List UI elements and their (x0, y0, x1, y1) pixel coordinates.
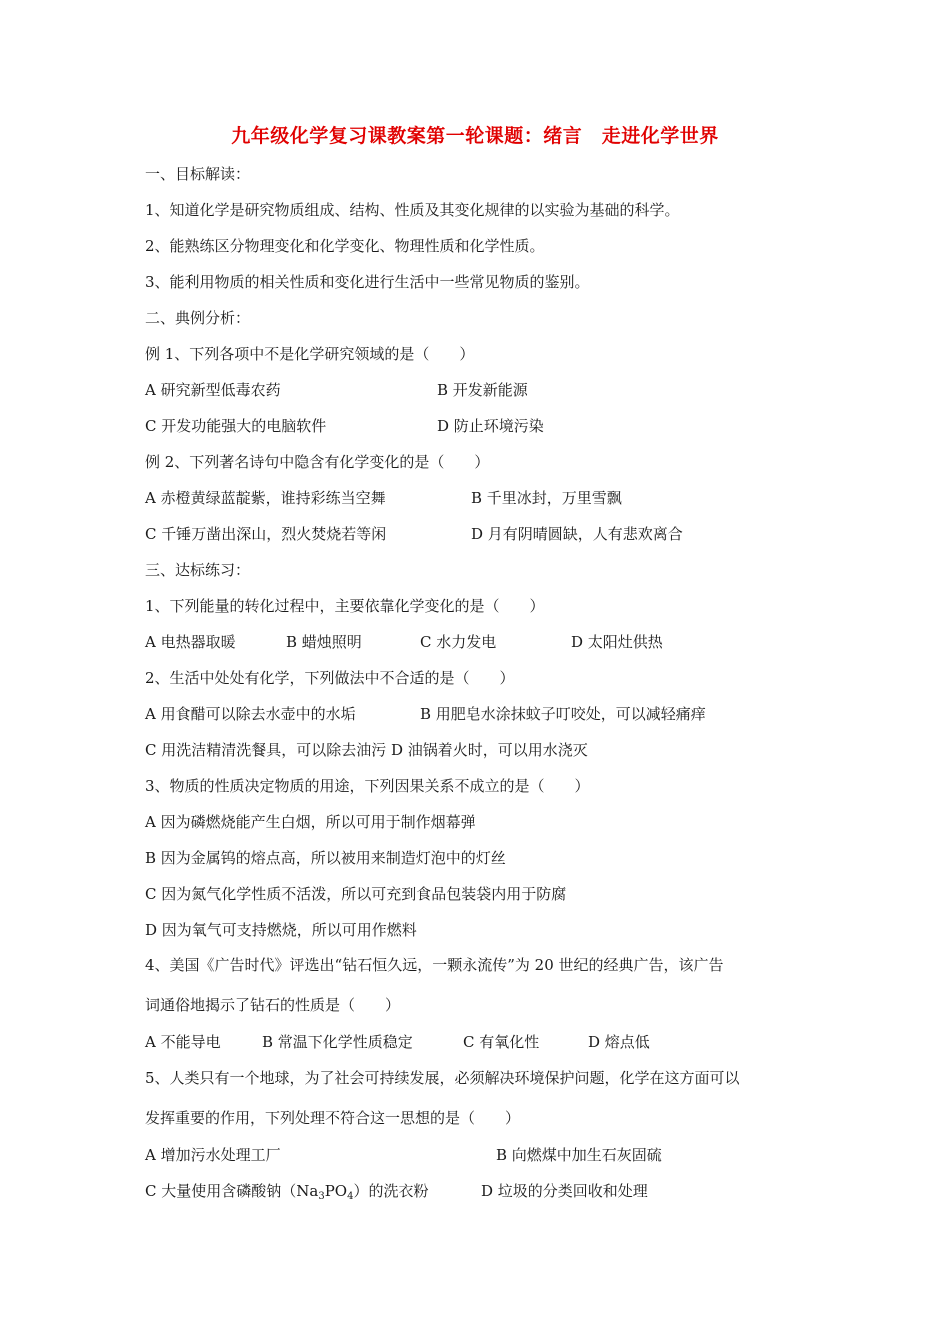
practice-5-option-c (145, 1181, 428, 1201)
practice-1-option-a: A 电热器取暖 (145, 633, 236, 651)
practice-3-option-c: C 因为氮气化学性质不活泼，所以可充到食品包装袋内用于防腐 (145, 885, 567, 903)
document-title: 九年级化学复习课教案第一轮课题：绪言 走进化学世界 (231, 125, 719, 147)
practice-4-question-line-2: 词通俗地揭示了钻石的性质是（ ） (145, 996, 401, 1014)
practice-3-question: 3、物质的性质决定物质的用途，下列因果关系不成立的是（ ） (145, 777, 590, 795)
example-2-option-c: C 千锤万凿出深山，烈火焚烧若等闲 (145, 525, 387, 543)
subscript-3: 3 (318, 1191, 325, 1202)
practice-4-question-line-1: 4、美国《广告时代》评选出“钻石恒久远，一颗永流传”为 20 世纪的经典广告，该广告 (145, 956, 724, 974)
practice-2-option-a: A 用食醋可以除去水壶中的水垢 (145, 705, 356, 723)
practice-5-option-a: A 增加污水处理工厂 (145, 1146, 281, 1164)
practice-2-option-b: B 用肥皂水涂抹蚊子叮咬处，可以减轻痛痒 (420, 705, 706, 723)
practice-5-question-line-2: 发挥重要的作用，下列处理不符合这一思想的是（ ） (145, 1109, 521, 1127)
practice-1-option-b: B 蜡烛照明 (286, 633, 362, 651)
practice-2-option-cd: C 用洗洁精清洗餐具，可以除去油污 D 油锅着火时，可以用水浇灭 (145, 741, 588, 759)
example-2-question: 例 2、下列著名诗句中隐含有化学变化的是（ ） (145, 453, 490, 471)
practice-5-option-d: D 垃圾的分类回收和处理 (481, 1182, 648, 1200)
practice-4-option-a: A 不能导电 (145, 1033, 221, 1051)
option-c-prefix: C 大量使用含磷酸钠（Na (145, 1182, 319, 1200)
practice-4-option-c: C 有氧化性 (463, 1033, 540, 1051)
practice-3-option-b: B 因为金属钨的熔点高，所以被用来制造灯泡中的灯丝 (145, 849, 506, 867)
option-c-suffix: ）的洗衣粉 (353, 1182, 429, 1200)
objective-item-3: 3、能利用物质的相关性质和变化进行生活中一些常见物质的鉴别。 (145, 273, 590, 291)
example-1-option-d: D 防止环境污染 (437, 417, 544, 435)
practice-2-question: 2、生活中处处有化学，下列做法中不合适的是（ ） (145, 669, 515, 687)
practice-3-option-d: D 因为氧气可支持燃烧，所以可用作燃料 (145, 921, 417, 939)
practice-5-option-b: B 向燃煤中加生石灰固硫 (496, 1146, 662, 1164)
section-heading-objectives: 一、目标解读： (145, 165, 251, 183)
practice-4-option-b: B 常温下化学性质稳定 (262, 1033, 413, 1051)
objective-item-2: 2、能熟练区分物理变化和化学变化、物理性质和化学性质。 (145, 237, 545, 255)
example-2-option-a: A 赤橙黄绿蓝靛紫，谁持彩练当空舞 (145, 489, 386, 507)
example-2-option-b: B 千里冰封，万里雪飘 (471, 489, 622, 507)
practice-1-question: 1、下列能量的转化过程中，主要依靠化学变化的是（ ） (145, 597, 545, 615)
objective-item-1: 1、知道化学是研究物质组成、结构、性质及其变化规律的以实验为基础的科学。 (145, 201, 680, 219)
practice-1-option-c: C 水力发电 (420, 633, 497, 651)
practice-5-question-line-1: 5、人类只有一个地球，为了社会可持续发展，必须解决环境保护问题，化学在这方面可以 (145, 1069, 740, 1087)
option-c-mid: PO (324, 1182, 348, 1200)
example-1-option-b: B 开发新能源 (437, 381, 528, 399)
practice-3-option-a: A 因为磷燃烧能产生白烟，所以可用于制作烟幕弹 (145, 813, 476, 831)
example-1-option-a: A 研究新型低毒农药 (145, 381, 281, 399)
section-heading-practice: 三、达标练习： (145, 561, 251, 579)
example-1-question: 例 1、下列各项中不是化学研究领域的是（ ） (145, 345, 475, 363)
practice-1-option-d: D 太阳灶供热 (571, 633, 663, 651)
practice-4-option-d: D 熔点低 (588, 1033, 650, 1051)
example-2-option-d: D 月有阴晴圆缺，人有悲欢离合 (471, 525, 683, 543)
example-1-option-c: C 开发功能强大的电脑软件 (145, 417, 327, 435)
section-heading-examples: 二、典例分析： (145, 309, 251, 327)
subscript-4: 4 (347, 1191, 354, 1202)
